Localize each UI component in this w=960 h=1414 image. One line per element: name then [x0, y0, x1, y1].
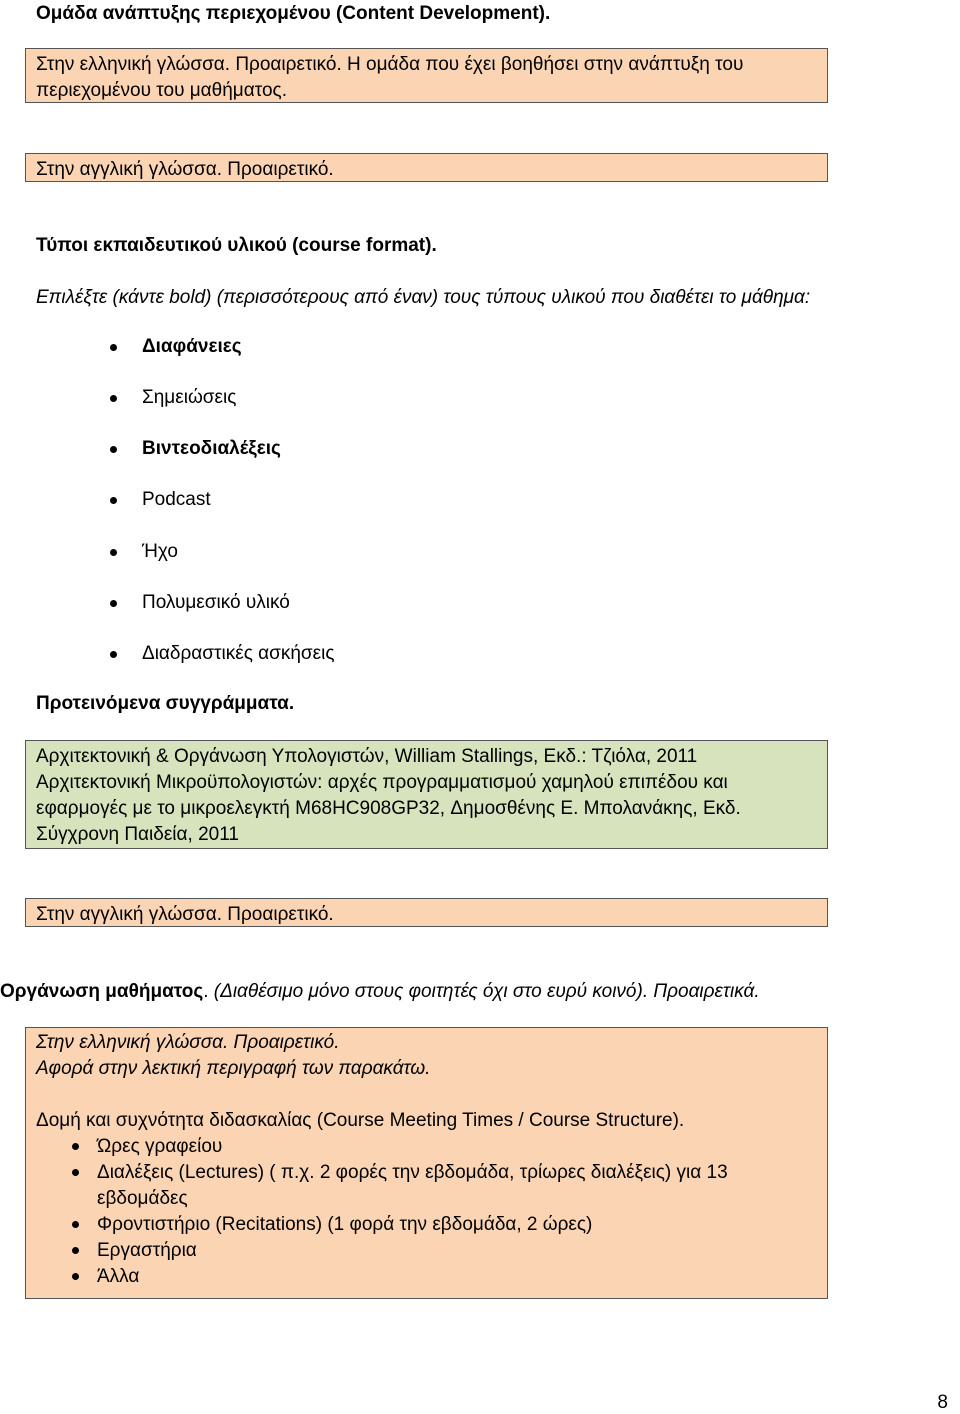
item-label: Podcast — [142, 489, 211, 510]
item-label: Ώρες γραφείου — [97, 1136, 223, 1157]
course-format-item-interactive-exercises — [142, 642, 334, 666]
bullet — [110, 344, 117, 351]
course-format-item-notes — [142, 386, 236, 410]
content-development-heading: Ομάδα ανάπτυξης περιεχομένου (Content Development). — [36, 3, 551, 24]
bullet — [110, 446, 117, 453]
course-structure-item-labs — [26, 1238, 797, 1264]
organization-heading-bold: Οργάνωση μαθήματος — [0, 981, 204, 1002]
textbooks-english-text: Στην αγγλική γλώσσα. Προαιρετικό. — [36, 904, 334, 925]
item-label: Πολυμεσικό υλικό — [142, 592, 290, 613]
page-number: 8 — [937, 1392, 948, 1413]
spacer — [36, 1082, 817, 1108]
content-development-english-text: Στην αγγλική γλώσσα. Προαιρετικό. — [36, 159, 334, 180]
item-label: Εργαστήρια — [97, 1240, 197, 1261]
bullet — [110, 497, 117, 504]
item-label: Σημειώσεις — [142, 387, 237, 408]
course-structure-item-other — [26, 1264, 797, 1290]
course-structure-title: Δομή και συχνότητα διδασκαλίας (Course Meeting Times / Course Structure). — [36, 1110, 685, 1131]
bullet — [110, 600, 117, 607]
course-format-list — [142, 0, 842, 700]
bullet — [72, 1273, 79, 1280]
organization-heading — [0, 980, 760, 1004]
course-format-heading: Τύποι εκπαιδευτικού υλικού (course format). — [36, 235, 437, 256]
item-label: Διαλέξεις (Lectures) ( π.χ. 2 φορές την εβδομάδα, τρίωρες διαλέξεις) για 13 εβδομάδες — [97, 1162, 728, 1209]
organization-box-line2: Αφορά στην λεκτική περιγραφή των παρακάτω. — [36, 1058, 431, 1079]
course-format-item-audio — [142, 540, 178, 564]
bullet — [110, 395, 117, 402]
course-format-item-podcast — [142, 488, 211, 512]
textbook-2: Αρχιτεκτονική Μικροϋπολογιστών: αρχές προγραμματισμού χαμηλού επιπέδου και εφαρμογές με το μικροελεγκτή M68HC908GP32, Δημοσθένης Ε. Μπολανάκης, Εκδ. Σύγχρονη Παιδεία, 2011 — [36, 772, 741, 845]
item-label: Βιντεοδιαλέξεις — [142, 438, 281, 459]
bullet — [72, 1247, 79, 1254]
course-format-item-multimedia — [142, 591, 290, 615]
course-format-item-slides — [142, 335, 242, 359]
organization-box-line1: Στην ελληνική γλώσσα. Προαιρετικό. — [36, 1032, 340, 1053]
bullet — [72, 1221, 79, 1228]
course-format-instruction: Επιλέξτε (κάντε bold) (περισσότερους από έναν) τους τύπους υλικού που διαθέτει το μάθημα: — [36, 287, 811, 308]
bullet — [72, 1143, 79, 1150]
organization-box — [25, 1027, 828, 1299]
item-label: Φροντιστήριο (Recitations) (1 φορά την εβδομάδα, 2 ώρες) — [97, 1214, 593, 1235]
bullet — [110, 651, 117, 658]
organization-heading-note: (Διαθέσιμο μόνο στους φοιτητές όχι στο ευρύ κοινό). Προαιρετικά. — [208, 981, 760, 1002]
textbook-1: Αρχιτεκτονική & Οργάνωση Υπολογιστών, William Stallings, Εκδ.: Τζιόλα, 2011 — [36, 746, 698, 767]
textbooks-heading: Προτεινόμενα συγγράμματα. — [36, 693, 295, 714]
organization-heading-period: . — [203, 981, 209, 1002]
textbooks-box — [25, 740, 828, 849]
item-label: Ήχο — [142, 541, 178, 562]
item-label: Διαφάνειες — [142, 336, 242, 357]
item-label: Διαδραστικές ασκήσεις — [142, 643, 335, 664]
item-label: Άλλα — [97, 1266, 140, 1287]
course-structure-item-lectures — [26, 1160, 797, 1212]
course-format-item-video-lectures — [142, 437, 281, 461]
textbooks-english-box — [25, 898, 828, 927]
content-development-greek-text: Στην ελληνική γλώσσα. Προαιρετικό. Η ομάδα που έχει βοηθήσει στην ανάπτυξη του περιεχομένου του μαθήματος. — [36, 54, 744, 101]
bullet — [72, 1169, 79, 1176]
course-structure-item-office-hours — [26, 1134, 797, 1160]
bullet — [110, 549, 117, 556]
course-structure-item-recitations — [26, 1212, 797, 1238]
